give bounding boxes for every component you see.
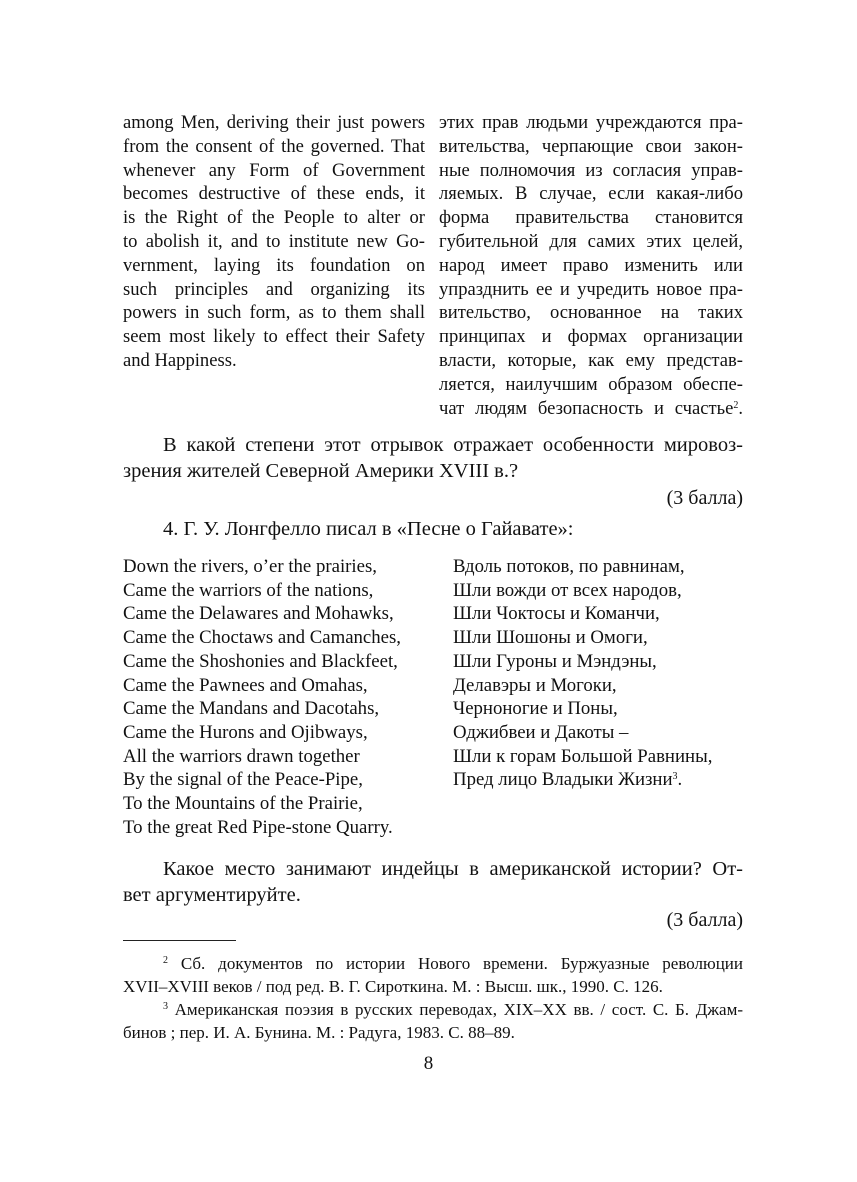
poem-russian-line-text: Шли вожди от всех народов,: [453, 579, 682, 601]
declaration-russian-line-text: народ имеет право изменить или: [439, 254, 743, 276]
declaration-russian-line: [439, 159, 743, 183]
poem-english-line: [123, 816, 433, 840]
poem-english: [123, 555, 433, 839]
declaration-russian-line: [439, 206, 743, 230]
period: .: [738, 397, 743, 419]
poem-russian-line: [453, 721, 743, 745]
footnote-3-number: 3: [163, 1001, 168, 1012]
poem-russian: [453, 555, 743, 839]
poem-russian-line: [453, 555, 743, 579]
poem-english-line: [123, 697, 433, 721]
declaration-russian-line: [439, 135, 743, 159]
poem-russian-line: [453, 626, 743, 650]
question-3-score: (3 балла): [666, 487, 743, 509]
poem-english-line: [123, 555, 433, 579]
question-3-line-1: В какой степени этот отрывок отражает особенности мировоз-: [163, 434, 743, 456]
page-number: 8: [423, 1053, 434, 1074]
declaration-english-line: [123, 230, 425, 254]
footnote-2-number: 2: [163, 955, 168, 966]
footnote-reference: 2: [733, 399, 739, 411]
declaration-english-line: [123, 206, 425, 230]
declaration-russian-line-text: власти, которые, как ему представ-: [439, 349, 743, 371]
footnote-2-line-2: XVII–XVIII веков / под ред. В. Г. Сироткина. М. : Высш. шк., 1990. С. 126.: [123, 977, 663, 996]
poem-english-line: [123, 626, 433, 650]
declaration-russian-line-text: ляемых. В случае, если какая-либо: [439, 183, 743, 205]
declaration-russian-line-text: принципах и формах организации: [439, 326, 743, 348]
declaration-english-line: [123, 159, 425, 183]
poem-english-line: [123, 792, 433, 816]
declaration-russian-line-text: форма правительства становится: [439, 207, 743, 229]
poem-russian-line-text: Оджибвеи и Дакоты –: [453, 721, 629, 743]
declaration-columns: [123, 111, 743, 420]
declaration-russian-line-text: ляется, наилучшим образом обеспе-: [439, 373, 743, 395]
declaration-english-line-text: is the Right of the People to alter or: [123, 207, 425, 229]
poem-english-line: [123, 745, 433, 769]
poem-english-line: [123, 579, 433, 603]
question-3-text: [123, 432, 743, 484]
poem-russian-line: [453, 650, 743, 674]
declaration-english-line: [123, 182, 425, 206]
poem-english-line-text: Came the Hurons and Ojibways,: [123, 721, 368, 743]
poem-russian-line: [453, 674, 743, 698]
question-3-line-2: зрения жителей Северной Америки XVIII в.?: [123, 460, 519, 482]
declaration-english-line-text: from the consent of the governed. That: [123, 135, 425, 157]
question-4-text: [123, 856, 743, 908]
declaration-russian-line: [439, 301, 743, 325]
footnote-3-line-2: бинов ; пер. И. А. Бунина. М. : Радуга, 1983. С. 88–89.: [123, 1023, 515, 1042]
declaration-russian-line: [439, 182, 743, 206]
poem-english-line-text: Came the Shoshonies and Blackfeet,: [123, 650, 398, 672]
footnote-2-line-1: [123, 952, 743, 975]
poem-english-line-text: All the warriors drawn together: [123, 745, 360, 767]
footnote-2-text-1: Сб. документов по истории Нового времени. Буржуазные революции: [168, 954, 743, 973]
declaration-english-line: [123, 111, 425, 135]
poem-english-line: [123, 674, 433, 698]
declaration-english-line-text: becomes destructive of these ends, it: [123, 183, 425, 205]
question-4-heading: 4. Г. У. Лонгфелло писал в «Песне о Гайавате»:: [163, 518, 574, 540]
poem-russian-line-text: Пред лицо Владыки Жизни: [453, 769, 673, 791]
poem-russian-line-text: Вдоль потоков, по равнинам,: [453, 556, 685, 577]
poem-russian-line: [453, 768, 743, 792]
poem-russian-line-text: Делавэры и Могоки,: [453, 674, 617, 696]
declaration-russian-line-text: чат людям безопасность и счастье: [439, 397, 734, 419]
poem-russian-line-text: Шли Гуроны и Мэндэны,: [453, 650, 657, 672]
footnote-3-line-1: [123, 998, 743, 1021]
declaration-english-line-text: and Happiness.: [123, 349, 237, 371]
poem-english-line: [123, 602, 433, 626]
poem-english-line-text: Came the Delawares and Mohawks,: [123, 603, 394, 625]
declaration-russian-line-text: вительство, основанное на таких: [439, 302, 743, 324]
declaration-english-line: [123, 278, 425, 302]
poem-columns: [123, 555, 743, 839]
declaration-english-line: [123, 301, 425, 325]
declaration-russian-line-text: губительной для самих этих целей,: [439, 230, 743, 252]
declaration-russian: [439, 111, 743, 420]
poem-english-line-text: To the Mountains of the Prairie,: [123, 793, 363, 815]
declaration-russian-line: [439, 325, 743, 349]
footnote-reference: 3: [672, 771, 678, 783]
declaration-russian-line: [439, 254, 743, 278]
poem-russian-line-text: Черноногие и Поны,: [453, 698, 618, 720]
poem-english-line-text: By the signal of the Peace-Pipe,: [123, 769, 363, 791]
poem-english-line-text: Came the Mandans and Dacotahs,: [123, 698, 380, 720]
poem-english-line-text: Down the rivers, o’er the prairies,: [123, 556, 377, 577]
declaration-english-line-text: whenever any Form of Government: [123, 159, 425, 181]
declaration-russian-line: [439, 230, 743, 254]
declaration-english-line-text: vernment, laying its foundation on: [123, 254, 425, 276]
declaration-english-line: [123, 349, 425, 373]
declaration-english-line-text: such principles and organizing its: [123, 278, 425, 300]
poem-english-line-text: Came the warriors of the nations,: [123, 579, 374, 601]
poem-russian-line: [453, 602, 743, 626]
declaration-russian-line-text: вительства, черпающие свои закон-: [439, 135, 743, 157]
poem-english-line-text: To the great Red Pipe-stone Quarry.: [123, 816, 393, 838]
poem-russian-line-text: Шли Чоктосы и Команчи,: [453, 603, 660, 625]
period: .: [677, 769, 683, 791]
poem-english-line: [123, 721, 433, 745]
footnote-3-text-1: Американская поэзия в русских переводах, XIX–XX вв. / сост. С. Б. Джам-: [168, 1000, 743, 1019]
declaration-english-line: [123, 135, 425, 159]
footnote-separator: [123, 940, 236, 941]
poem-russian-line: [453, 697, 743, 721]
declaration-russian-line: [439, 278, 743, 302]
poem-english-line-text: Came the Pawnees and Omahas,: [123, 674, 368, 696]
declaration-english-line-text: seem most likely to effect their Safety: [123, 326, 425, 348]
footnote-2: [123, 952, 743, 998]
declaration-russian-line: [439, 397, 743, 421]
question-4-line-1: Какое место занимают индейцы в американской истории? От-: [163, 858, 743, 880]
declaration-russian-line-text: упразднить ее и учредить новое пра-: [439, 278, 743, 300]
poem-russian-line: [453, 745, 743, 769]
poem-english-line: [123, 650, 433, 674]
poem-english-line-text: Came the Choctaws and Camanches,: [123, 627, 401, 649]
poem-russian-line-text: Шли Шошоны и Омоги,: [453, 627, 648, 649]
declaration-russian-line-text: ные полномочия из согласия управ-: [439, 159, 743, 181]
declaration-english-line-text: among Men, deriving their just powers: [123, 112, 425, 133]
declaration-russian-line: [439, 349, 743, 373]
declaration-english-line: [123, 254, 425, 278]
declaration-english-line: [123, 325, 425, 349]
declaration-russian-line: [439, 111, 743, 135]
poem-english-line: [123, 768, 433, 792]
footnote-3: [123, 998, 743, 1044]
question-4-score: (3 балла): [666, 909, 743, 931]
declaration-russian-line-text: этих прав людьми учреждаются пра-: [439, 112, 743, 133]
poem-russian-line: [453, 579, 743, 603]
declaration-english: [123, 111, 425, 420]
declaration-russian-line: [439, 373, 743, 397]
question-4-line-2: вет аргументируйте.: [123, 884, 301, 906]
poem-russian-line-text: Шли к горам Большой Равнины,: [453, 745, 713, 767]
declaration-english-line-text: to abolish it, and to institute new Go-: [123, 230, 425, 252]
declaration-english-line-text: powers in such form, as to them shall: [123, 302, 425, 324]
